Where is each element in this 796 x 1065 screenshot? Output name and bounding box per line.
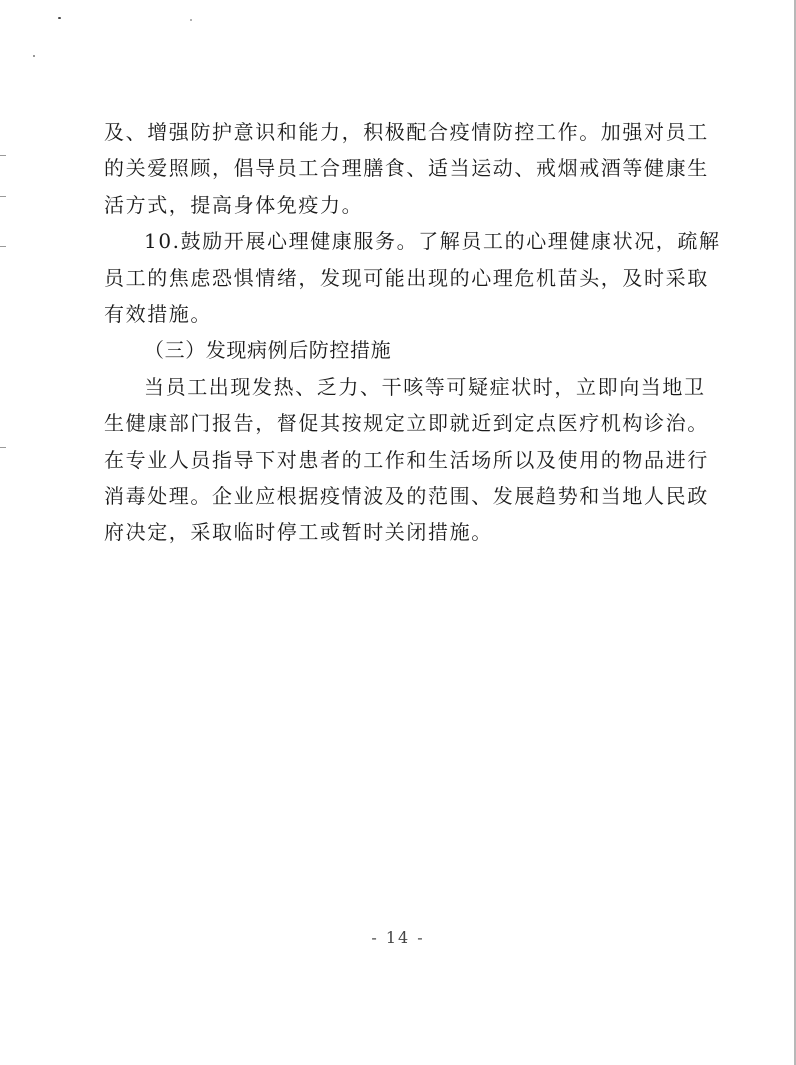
text-line: 的关爱照顾，倡导员工合理膳食、适当运动、戒烟戒酒等健康生 xyxy=(104,156,709,181)
text-line: 员工的焦虑恐惧情绪，发现可能出现的心理危机苗头，及时采取 xyxy=(104,265,709,290)
paragraph-10-first-line: 10.鼓励开展心理健康服务。了解员工的心理健康状况，疏解 xyxy=(144,229,721,254)
margin-mark xyxy=(0,447,6,448)
paragraph-first-line: 当员工出现发热、乏力、干咳等可疑症状时，立即向当地卫 xyxy=(144,374,706,399)
section-heading: （三）发现病例后防控措施 xyxy=(144,338,392,363)
scan-speck xyxy=(190,19,192,21)
text-line: 有效措施。 xyxy=(104,301,212,326)
body-text xyxy=(104,114,721,551)
text-line: 消毒处理。企业应根据疫情波及的范围、发展趋势和当地人民政 xyxy=(104,483,709,508)
text-line: 在专业人员指导下对患者的工作和生活场所以及使用的物品进行 xyxy=(104,447,709,472)
text-line: 活方式，提高身体免疫力。 xyxy=(104,192,364,217)
text-line: 府决定，采取临时停工或暂时关闭措施。 xyxy=(104,520,493,545)
text-line: 生健康部门报告，督促其按规定立即就近到定点医疗机构诊治。 xyxy=(104,411,709,436)
margin-mark xyxy=(0,155,6,156)
page-number: - 14 - xyxy=(371,928,425,947)
margin-mark xyxy=(0,196,6,197)
text-line: 及、增强防护意识和能力，积极配合疫情防控工作。加强对员工 xyxy=(104,120,709,144)
scan-speck xyxy=(58,17,61,19)
margin-mark xyxy=(0,246,6,247)
scan-speck xyxy=(33,55,35,57)
